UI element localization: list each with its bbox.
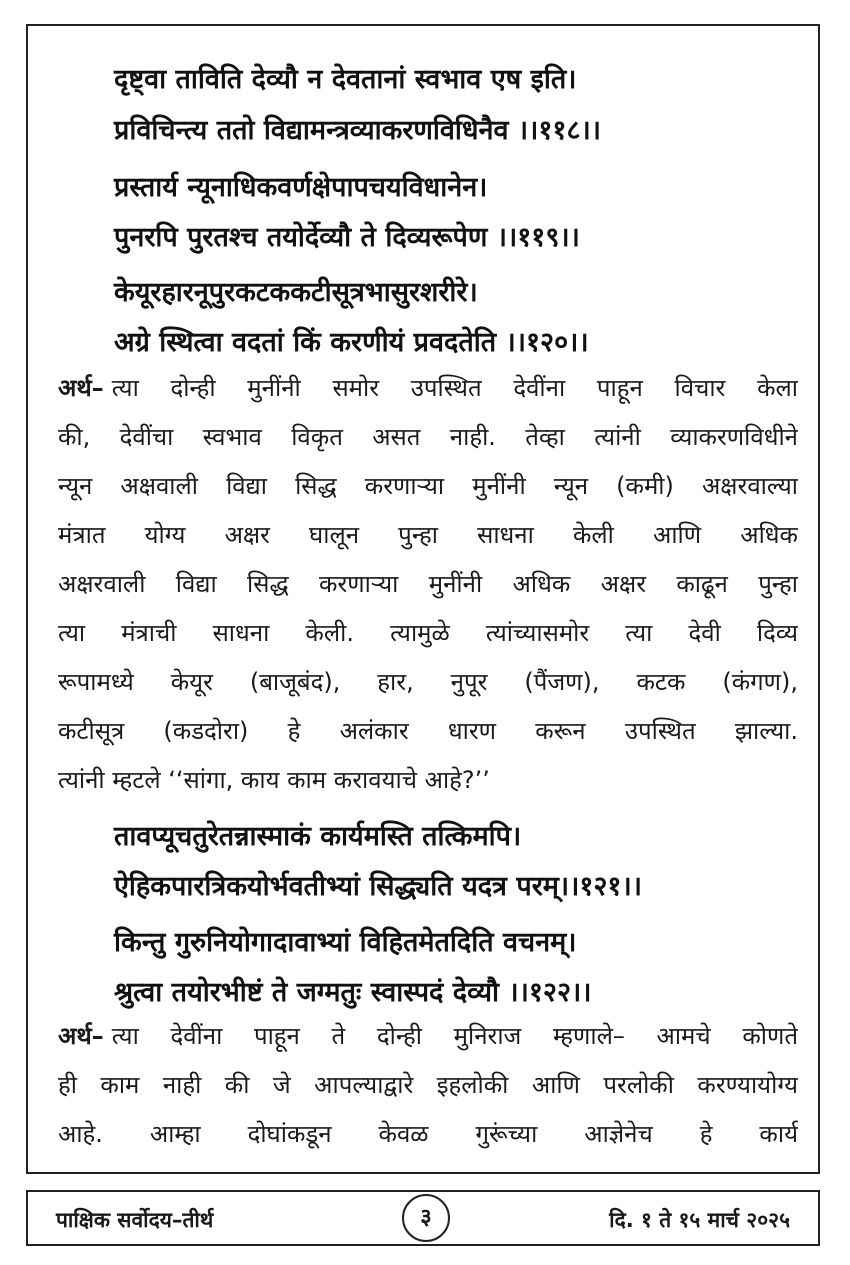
page-number: ३ [402,1194,450,1242]
verse-line: प्रविचिन्त्य ततो विद्यामन्त्रव्याकरणविधिनैव ।।११८।। [114,115,601,146]
prose-line: मंत्रात योग्य अक्षर घालून पुन्हा साधना केली आणि अधिक [58,521,798,549]
verse-line: किन्तु गुरुनियोगादावाभ्यां विहितमेतदिति वचनम्। [114,927,577,958]
issue-date: दि. १ ते १५ मार्च २०२५ [609,1208,790,1232]
prose-line: ही काम नाही की जे आपल्याद्वारे इहलोकी आणि परलोकी करण्यायोग्य [58,1071,798,1099]
prose-line: त्या मंत्राची साधना केली. त्यामुळे त्यांच्यासमोर त्या देवी दिव्य [58,619,798,647]
prose-line: की, देवींचा स्वभाव विकृत असत नाही. तेव्हा त्यांनी व्याकरणविधीने [58,423,798,451]
meaning-label: अर्थ– [58,1022,104,1050]
verse-line: प्रस्तार्य न्यूनाधिकवर्णक्षेपापचयविधानेन। [114,172,488,203]
verse-line: दृष्ट्वा ताविति देव्यौ न देवतानां स्वभाव एष इति। [114,64,577,95]
prose-line: कटीसूत्र (कडदोरा) हे अलंकार धारण करून उपस्थित झाल्या. [58,717,798,745]
meaning-label: अर्थ– [58,374,104,402]
meaning-paragraph-1 [58,364,798,805]
page-content-frame [26,24,820,1174]
meaning-paragraph-2 [58,1012,798,1159]
prose-line: न्यून अक्षवाली विद्या सिद्ध करणाऱ्या मुनींनी न्यून (कमी) अक्षरवाल्या [58,472,798,500]
prose-line: अक्षरवाली विद्या सिद्ध करणाऱ्या मुनींनी अधिक अक्षर काढून पुन्हा [58,570,798,598]
verse-line: अग्रे स्थित्वा वदतां किं करणीयं प्रवदतेति ।।१२०।। [114,327,589,358]
verse-line: पुनरपि पुरतश्च तयोर्देव्यौ ते दिव्यरूपेण ।।११९।। [114,222,580,253]
verse-line: ऐहिकपारत्रिकयोर्भवतीभ्यां सिद्ध्यति यदत्र परम्।।१२१।। [114,871,642,902]
page-footer [26,1190,820,1246]
prose-line: रूपामध्ये केयूर (बाजूबंद), हार, नुपूर (पैंजण), कटक (कंगण), [58,668,798,696]
publication-name: पाक्षिक सर्वोदय–तीर्थ [56,1208,214,1232]
prose-line: अर्थ– त्या देवींना पाहून ते दोन्ही मुनिराज म्हणाले– आमचे कोणते [58,1022,798,1050]
prose-line: अर्थ– त्या दोन्ही मुनींनी समोर उपस्थित देवींना पाहून विचार केला [58,374,798,402]
prose-line: आहे. आम्हा दोघांकडून केवळ गुरूंच्या आज्ञेनेच हे कार्य [58,1120,798,1148]
prose-line: त्यांनी म्हटले ‘‘सांगा, काय काम करावयाचे आहे?’’ [58,766,490,794]
verse-line: तावप्यूचतुरेतन्नास्माकं कार्यमस्ति तत्किमपि। [114,821,522,852]
verse-line: श्रुत्वा तयोरभीष्टं ते जग्मतुः स्वास्पदं देव्यौ ।।१२२।। [114,977,592,1008]
verse-line: केयूरहारनूपुरकटककटीसूत्रभासुरशरीरे। [114,277,478,308]
